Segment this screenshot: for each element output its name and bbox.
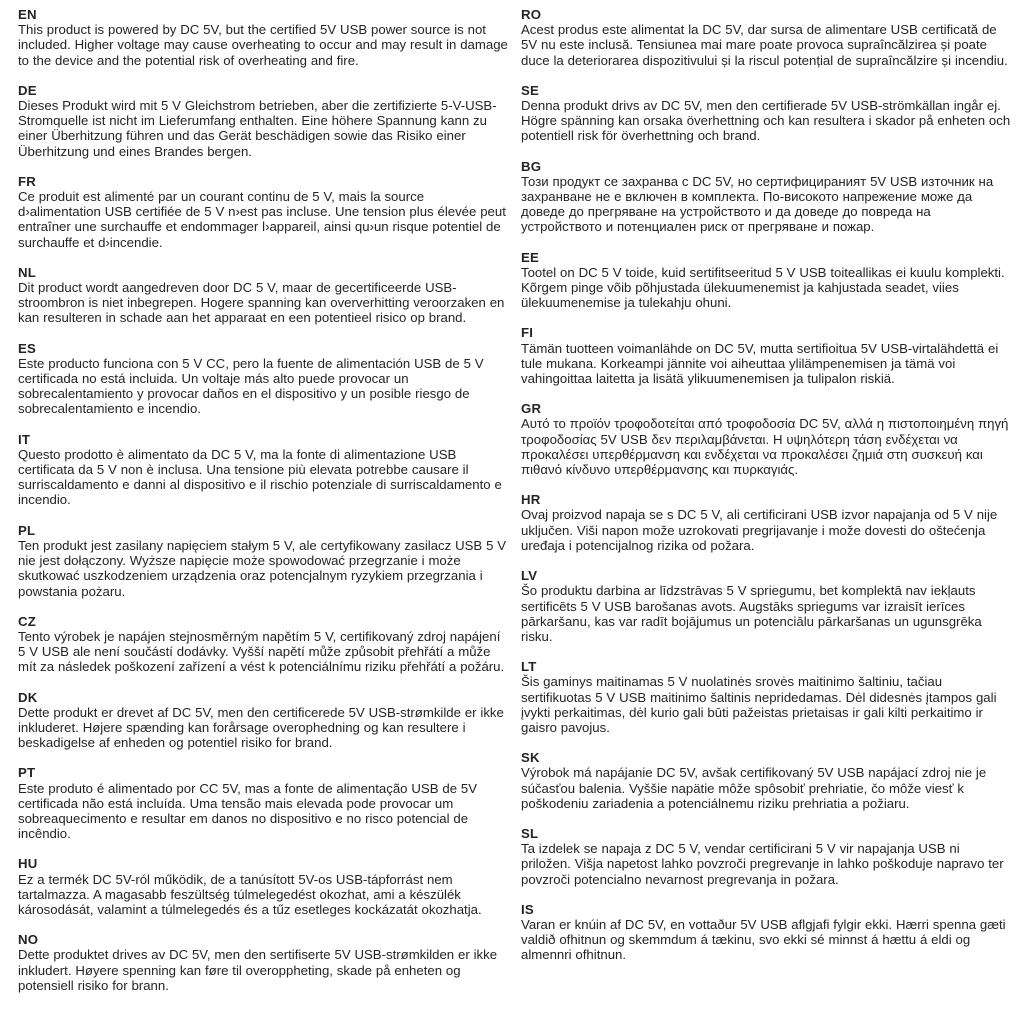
lang-text-hu: Ez a termék DC 5V-ról működik, de a tanúsított 5V-os USB-tápforrást nem tartalmazza. A magasabb feszültség túlmelegedést okozhat, ami a készülék károsodását, valamint a túlmelegedés és a tűz esetleges kockázatát okozhatja. — [18, 871, 482, 917]
lang-code-fr: FR — [18, 173, 36, 189]
lang-text-sk: Výrobok má napájanie DC 5V, avšak certifikovaný 5V USB napájací zdroj nie je súčasťou balenia. Vyššie napätie môže spôsobiť prehriatie, čo môže viesť k poškodeniu zariadenia a potenciálnemu riziku prehriatia a požiaru. — [521, 765, 987, 811]
lang-code-lv: LV — [521, 568, 538, 584]
lang-section-it — [18, 432, 509, 508]
lang-section-pl — [18, 523, 509, 599]
lang-section-hu — [18, 856, 509, 917]
lang-section-dk — [18, 690, 509, 751]
lang-section-sk — [521, 750, 1012, 811]
lang-section-se — [521, 83, 1012, 144]
lang-text-dk: Dette produkt er drevet af DC 5V, men den certificerede 5V USB-strømkilde er ikke inkluderet. Højere spænding kan forårsage overophedning og kan resultere i beskadigelse af enheden og potentiel risiko for brand. — [18, 704, 504, 751]
lang-section-gr — [521, 401, 1012, 477]
lang-code-pt: PT — [18, 765, 36, 781]
lang-code-ee: EE — [521, 249, 539, 265]
lang-text-de: Dieses Produkt wird mit 5 V Gleichstrom betrieben, aber die zertifizierte 5-V-USB-Stromquelle ist nicht im Lieferumfang enthalten. Eine höhere Spannung kann zu einer Überhitzung führen und das Gerät beschädigen sowie das Risiko einer Überhitzung und eines Brandes bergen. — [18, 98, 497, 159]
lang-section-en — [18, 7, 509, 68]
lang-text-hr: Ovaj proizvod napaja se s DC 5 V, ali certificirani USB izvor napajanja od 5 V nije uključen. Viši napon može uzrokovati pregrijavanje i može dovesti do oštećenja uređaja i potencijalnog rizika od požara. — [521, 507, 998, 553]
lang-text-se: Denna produkt drivs av DC 5V, men den certifierade 5V USB-strömkällan ingår ej. Högre spänning kan orsaka överhettning och kan resultera i skador på enheten och potentiell risk för överhettning och brand. — [521, 98, 1011, 144]
lang-section-pt — [18, 765, 509, 841]
lang-code-gr: GR — [521, 401, 542, 417]
lang-section-cz — [18, 614, 509, 675]
lang-code-bg: BG — [521, 158, 542, 174]
lang-code-se: SE — [521, 82, 539, 98]
lang-text-nl: Dit product wordt aangedreven door DC 5 V, maar de gecertificeerde USB-stroombron is niet inbegrepen. Hogere spanning kan oververhitting veroorzaken en kan resulteren in schade aan het apparaat en een potentieel risico op brand. — [18, 280, 505, 326]
lang-text-ro: Acest produs este alimentat la DC 5V, dar sursa de alimentare USB certificată de 5V nu este inclusă. Tensiunea mai mare poate provoca supraîncălzirea și poate duce la deteriorarea dispozitivului și la riscul potențial de supraîncălzire și incendiu. — [521, 22, 1008, 68]
right-column — [521, 7, 1012, 1024]
lang-section-de — [18, 83, 509, 159]
lang-text-cz: Tento výrobek je napájen stejnosměrným napětím 5 V, certifikovaný zdroj napájení 5 V USB ale není součástí dodávky. Vyšší napětí může způsobit přehřátí a může mít za následek poškození zařízení a vést k potenciálnímu riziku přehřátí a požáru. — [18, 628, 505, 675]
lang-code-no: NO — [18, 932, 39, 948]
lang-code-lt: LT — [521, 659, 537, 675]
lang-text-sl: Ta izdelek se napaja z DC 5 V, vendar certificirani 5 V vir napajanja USB ni priložen. Višja napetost lahko povzroči pregrevanje in lahko poškoduje napravo ter povzroči potencialno nevarnost pregrevanja in požara. — [521, 841, 1004, 887]
lang-code-dk: DK — [18, 689, 38, 705]
lang-section-lt — [521, 659, 1012, 735]
lang-code-de: DE — [18, 82, 37, 98]
lang-text-ee: Tootel on DC 5 V toide, kuid sertifitseeritud 5 V USB toiteallikas ei kuulu komplekti. Kõrgem pinge võib põhjustada ülekuumenemist ja kahjustada seadet, viies ülekuumenemise ja tulekahju ohuni. — [521, 264, 1005, 311]
lang-section-lv — [521, 568, 1012, 644]
lang-section-no — [18, 932, 509, 993]
lang-text-no: Dette produktet drives av DC 5V, men den sertifiserte 5V USB-strømkilden er ikke inkludert. Høyere spenning kan føre til overoppheting, skade på enheten og potensiell risiko for brann. — [18, 947, 498, 993]
lang-code-es: ES — [18, 340, 36, 356]
lang-section-is — [521, 902, 1012, 963]
lang-text-pt: Este produto é alimentado por CC 5V, mas a fonte de alimentação USB de 5V certificada não está incluída. Uma tensão mais elevada pode provocar um sobreaquecimento e resultar em danos no dispositivo e no risco potencial de incêndio. — [18, 780, 478, 842]
lang-code-fi: FI — [521, 325, 534, 341]
lang-section-bg — [521, 159, 1012, 235]
lang-section-ro — [521, 7, 1012, 68]
lang-code-en: EN — [18, 7, 37, 22]
lang-text-es: Este producto funciona con 5 V CC, pero la fuente de alimentación USB de 5 V certificada no está incluida. Un voltaje más alto puede provocar un sobrecalentamiento y provocar daños en el dispositivo y un posible riesgo de sobrecalentamiento e incendio. — [18, 355, 484, 417]
lang-code-hr: HR — [521, 492, 541, 508]
lang-text-pl: Ten produkt jest zasilany napięciem stałym 5 V, ale certyfikowany zasilacz USB 5 V nie jest dołączony. Wyższe napięcie może spowodować przegrzanie i może skutkować uszkodzeniem urządzenia oraz potencjalnym ryzykiem przegrzania i powstania pożaru. — [18, 537, 507, 599]
lang-code-sk: SK — [521, 750, 540, 766]
lang-code-ro: RO — [521, 7, 542, 22]
lang-section-ee — [521, 250, 1012, 311]
lang-section-hr — [521, 492, 1012, 553]
lang-code-hu: HU — [18, 856, 38, 872]
lang-text-fi: Tämän tuotteen voimanlähde on DC 5V, mutta sertifioitua 5V USB-virtalähdettä ei tule mukana. Korkeampi jännite voi aiheuttaa ylilämpenemisen ja tämä voi vahingoittaa laitetta ja lisätä ylikuumenemisen ja tulipalon riskiä. — [521, 340, 999, 387]
left-column — [18, 7, 509, 1024]
lang-text-bg: Този продукт се захранва с DC 5V, но сертифицираният 5V USB източник на захранване не е включен в комплекта. По-високото напрежение може да доведе до прегряване на устройството и да доведе до повреда на устройството и потенциален риск от прегряване и пожар. — [521, 173, 994, 235]
lang-code-it: IT — [18, 431, 31, 447]
lang-text-en: This product is powered by DC 5V, but the certified 5V USB power source is not included. Higher voltage may cause overheating to occur and may result in damage to the device and the potential risk of overheating and fire. — [18, 22, 508, 68]
lang-code-is: IS — [521, 901, 534, 917]
lang-text-is: Varan er knúin af DC 5V, en vottaður 5V USB aflgjafi fylgir ekki. Hærri spenna gæti valdið ofhitnun og skemmdum á tækinu, svo ekki sé minnst á hættu á eldi og almennri ofhitnun. — [521, 916, 1006, 963]
lang-section-fi — [521, 325, 1012, 386]
lang-code-nl: NL — [18, 264, 36, 280]
lang-section-es — [18, 341, 509, 417]
lang-text-it: Questo prodotto è alimentato da DC 5 V, ma la fonte di alimentazione USB certificata da 5 V non è inclusa. Una tensione più elevata potrebbe causare il surriscaldamento e danni al dispositivo e il rischio potenziale di surriscaldamento e incendio. — [18, 446, 502, 508]
lang-text-lv: Šo produktu darbina ar līdzstrāvas 5 V spriegumu, bet komplektā nav iekļauts sertificēts 5 V USB barošanas avots. Augstāks spriegums var izraisīt ierīces pārkaršanu, kas var radīt bojājumus un potenciālu pārkaršanas un ugunsgrēka risku. — [521, 583, 982, 644]
lang-section-nl — [18, 265, 509, 326]
lang-text-lt: Šis gaminys maitinamas 5 V nuolatinės srovės maitinimo šaltiniu, tačiau sertifikuotas 5 V USB maitinimo šaltinis nepridedamas. Dėl didesnės įtampos gali įvykti perkaitimas, dėl kurio gali būti pažeistas prietaisas ir gali kilti perkaitimo ir gaisro pavojus. — [521, 674, 997, 735]
lang-text-fr: Ce produit est alimenté par un courant continu de 5 V, mais la source d›alimentation USB certifiée de 5 V n›est pas incluse. Une tension plus élevée peut entraîner une surchauffe et endommager l›appareil, ainsi qu›un risque potentiel de surchauffe et d›incendie. — [18, 189, 506, 250]
lang-text-gr: Αυτό το προϊόν τροφοδοτείται από τροφοδοσία DC 5V, αλλά η πιστοποιημένη πηγή τροφοδοσίας 5V USB δεν περιλαμβάνεται. Η υψηλότερη τάση ενδέχεται να προκαλέσει υπερθέρμανση και ενδέχεται να προκαλέσει ζημιά στη συσκευή και πιθανό κίνδυνο υπερθέρμανσης και πυρκαγιάς. — [521, 416, 1009, 478]
lang-section-fr — [18, 174, 509, 250]
lang-code-pl: PL — [18, 522, 36, 538]
lang-section-sl — [521, 826, 1012, 887]
lang-code-cz: CZ — [18, 613, 36, 629]
lang-code-sl: SL — [521, 825, 539, 841]
